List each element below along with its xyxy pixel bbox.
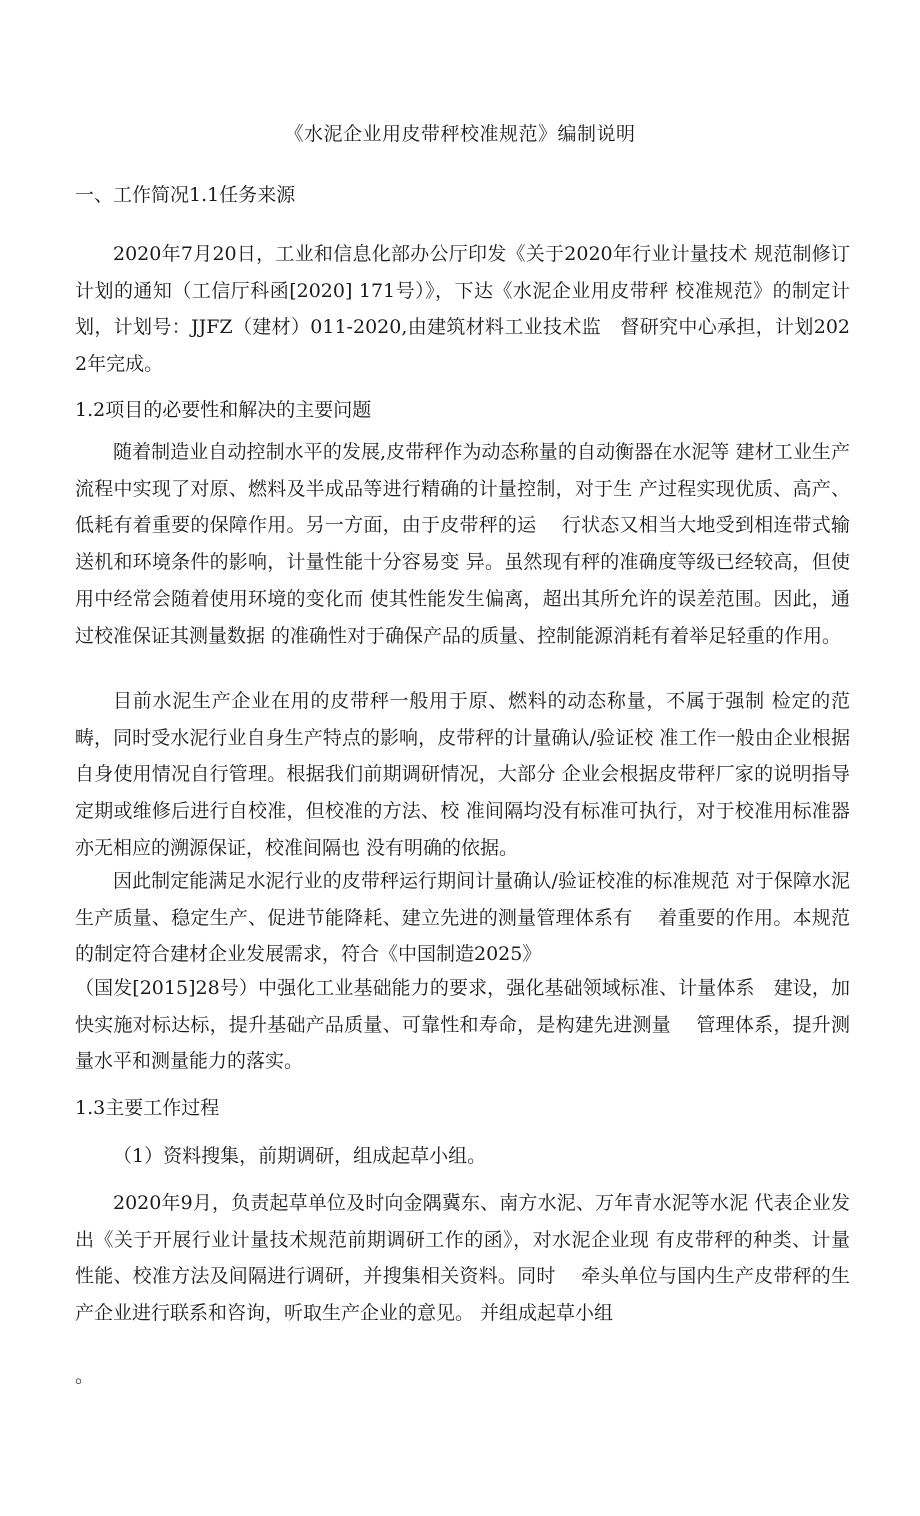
section-heading-necessity: 1.2项目的必要性和解决的主要问题 [75, 399, 372, 421]
step-item-1: （1）资料搜集，前期调研，组成起草小组。 [113, 1145, 487, 1167]
paragraph-necessity-4: （国发[2015]28号）中强化工业基础能力的要求，强化基础领域标准、计量体系 建设，加快实施对标达标，提升基础产品质量、可靠性和寿命，是构建先进测量 管理体系，提升测量水平和测量能力的落实。 [75, 977, 850, 1073]
document-title: 《水泥企业用皮带秤校准规范》编制说明 [284, 123, 636, 145]
paragraph-process-1-end: 。 [75, 1365, 95, 1387]
section-heading-work-overview: 一、工作简况1.1任务来源 [75, 184, 296, 206]
paragraph-necessity-3: 因此制定能满足水泥行业的皮带秤运行期间计量确认/验证校准的标准规范 对于保障水泥生产质量、稳定生产、促进节能降耗、建立先进的测量管理体系有 着重要的作用。本规范的制定符合建材企业发展需求，符合《中国制造2025》 [75, 870, 850, 966]
paragraph-necessity-2: 目前水泥生产企业在用的皮带秤一般用于原、燃料的动态称量，不属于强制 检定的范畴，同时受水泥行业自身生产特点的影响，皮带秤的计量确认/验证校 准工作一般由企业根据自身使用情况自行管理。根据我们前期调研情况，大部分 企业会根据皮带秤厂家的说明指导定期或维修后进行自校准，但校准的方法、校 准间隔均没有标准可执行，对于校准用标准器亦无相应的溯源保证，校准间隔也 没有明确的依据。 [75, 690, 850, 859]
paragraph-necessity-1: 随着制造业自动控制水平的发展,皮带秤作为动态称量的自动衡器在水泥等 建材工业生产流程中实现了对原、燃料及半成品等进行精确的计量控制，对于生 产过程实现优质、高产、低耗有着重要的保障作用。另一方面，由于皮带秤的运 行状态又相当大地受到相连带式输送机和环境条件的影响，计量性能十分容易变 异。虽然现有秤的准确度等级已经较高，但使用中经常会随着使用环境的变化而 使其性能发生偏离，超出其所允许的误差范围。因此，通过校准保证其测量数据 的准确性对于确保产品的质量、控制能源消耗有着举足轻重的作用。 [75, 441, 850, 647]
section-heading-work-process: 1.3主要工作过程 [75, 1097, 220, 1119]
paragraph-process-1: 2020年9月，负责起草单位及时向金隅冀东、南方水泥、万年青水泥等水泥 代表企业发出《关于开展行业计量技术规范前期调研工作的函》，对水泥企业现 有皮带秤的种类、计量性能、校准方法及间隔进行调研，并搜集相关资料。同时 牵头单位与国内生产皮带秤的生产企业进行联系和咨询，听取生产企业的意见。 并组成起草小组 [75, 1192, 850, 1325]
paragraph-task-source: 2020年7月20日，工业和信息化部办公厅印发《关于2020年行业计量技术 规范制修订计划的通知（工信厅科函[2020] 171号）》，下达《水泥企业用皮带秤 校准规范》的制定计划，计划号：JJFZ（建材）011-2020,由建筑材料工业技术监 督研究中心承担，计划2022年完成。 [75, 243, 850, 376]
